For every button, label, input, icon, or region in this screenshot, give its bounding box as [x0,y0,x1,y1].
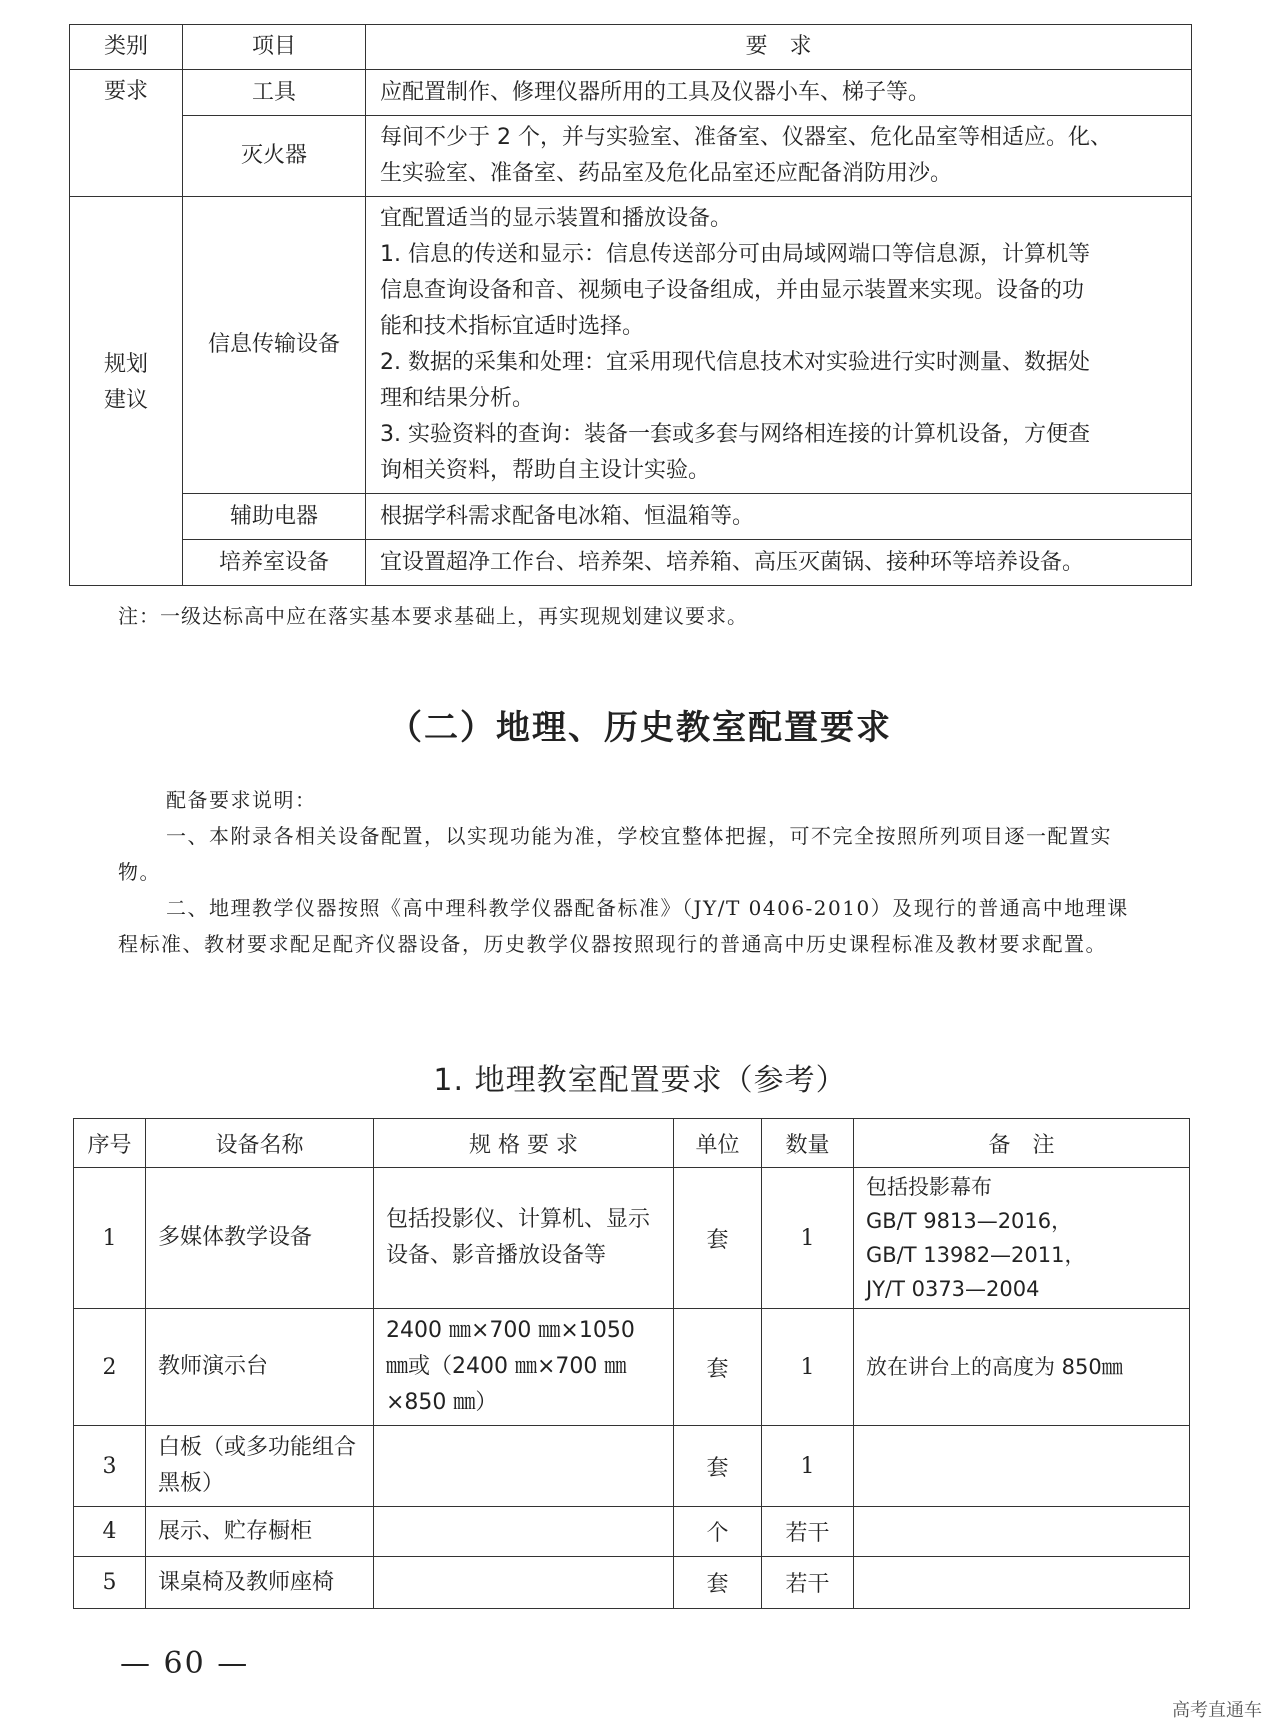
remark [854,1426,1190,1507]
table-note: 注：一级达标高中应在落实基本要求基础上，再实现规划建议要求。 [118,604,748,628]
requirement-cell [366,494,1192,540]
remark [854,1168,1190,1309]
specification: 包括投影仪、计算机、显示设备、影音播放设备等 [374,1168,674,1309]
quantity: 1 [762,1309,854,1426]
requirement-line: 2. 数据的采集和处理：宜采用现代信息技术对实验进行实时测量、数据处 [380,350,1090,375]
requirement-description [118,782,1148,962]
requirement-cell [366,70,1192,116]
item-cell: 辅助电器 [183,494,366,540]
requirement-line: 宜配置适当的显示装置和播放设备。 [380,206,733,231]
requirement-line: 理和结果分析。 [380,386,535,411]
requirement-cell [366,116,1192,197]
header-specification: 规 格 要 求 [374,1119,674,1168]
header-item: 项目 [183,25,366,70]
table-row [70,197,1192,494]
table-row [70,116,1192,197]
item-cell: 培养室设备 [183,540,366,586]
header-device-name: 设备名称 [146,1119,374,1168]
header-number: 序号 [74,1119,146,1168]
unit: 套 [674,1168,762,1309]
header-category: 类别 [70,25,183,70]
row-number: 2 [74,1309,146,1426]
requirement-line: 能和技术指标宜适时选择。 [380,314,645,339]
requirement-line: 询相关资料，帮助自主设计实验。 [380,458,711,483]
requirement-line: 生实验室、准备室、药品室及危化品室还应配备消防用沙。 [380,161,953,186]
row-number: 5 [74,1557,146,1609]
table-row [70,540,1192,586]
table-row [70,70,1192,116]
remark-line: 放在讲台上的高度为 850㎜ [866,1355,1123,1379]
table-title: 1. 地理教室配置要求（参考） [433,1063,847,1098]
remark [854,1557,1190,1609]
requirement-line: 应配置制作、修理仪器所用的工具及仪器小车、梯子等。 [380,79,931,105]
requirement-line: 根据学科需求配备电冰箱、恒温箱等。 [380,503,755,529]
specification [374,1557,674,1609]
row-number: 4 [74,1507,146,1557]
requirement-line: 宜设置超净工作台、培养架、培养箱、高压灭菌锅、接种环等培养设备。 [380,549,1085,575]
header-requirement: 要 求 [366,25,1192,70]
unit: 套 [674,1426,762,1507]
remark [854,1507,1190,1557]
remark-line: 包括投影幕布 [866,1175,992,1199]
requirement-line: 1. 信息的传送和显示：信息传送部分可由局域网端口等信息源，计算机等 [380,242,1090,267]
requirement-line: 3. 实验资料的查询：装备一套或多套与网络相连接的计算机设备，方便查 [380,422,1090,447]
equipment-requirements-table [69,24,1192,586]
unit: 套 [674,1309,762,1426]
device-name: 白板（或多功能组合黑板） [146,1426,374,1507]
header-remark: 备 注 [854,1119,1190,1168]
header-quantity: 数量 [762,1119,854,1168]
requirement-cell [366,197,1192,494]
header-unit: 单位 [674,1119,762,1168]
requirement-cell [366,540,1192,586]
item-cell: 工具 [183,70,366,116]
table-row [74,1309,1190,1426]
specification: 2400 ㎜×700 ㎜×1050 ㎜或（2400 ㎜×700 ㎜×850 ㎜） [374,1309,674,1426]
table-header-row [70,25,1192,70]
quantity: 若干 [762,1507,854,1557]
table-row [74,1507,1190,1557]
device-name: 教师演示台 [146,1309,374,1426]
unit: 个 [674,1507,762,1557]
remark-line: GB/T 9813—2016， [866,1209,1073,1233]
table-header-row [74,1119,1190,1168]
watermark: 高考直通车 [1172,1700,1262,1721]
device-name: 多媒体教学设备 [146,1168,374,1309]
device-name: 课桌椅及教师座椅 [146,1557,374,1609]
item-cell: 信息传输设备 [183,197,366,494]
row-number: 1 [74,1168,146,1309]
quantity: 1 [762,1426,854,1507]
paragraph: 二、地理教学仪器按照《高中理科教学仪器配备标准》（JY/T 0406-2010）及现行的普通高中地理课程标准、教材要求配足配齐仪器设备，历史教学仪器按照现行的普通高中历史课程标准及教材要求配置。 [118,896,1129,956]
specification [374,1507,674,1557]
paragraph: 一、本附录各相关设备配置，以实现功能为准，学校宜整体把握，可不完全按照所列项目逐一配置实物。 [118,824,1112,884]
remark [854,1309,1190,1426]
specification [374,1426,674,1507]
unit: 套 [674,1557,762,1609]
page-number: — 60 — [120,1646,250,1681]
category-cell: 要求 [70,70,183,197]
section-title: （二）地理、历史教室配置要求 [388,708,892,748]
category-cell: 规划 建议 [70,197,183,586]
remark-line: GB/T 13982—2011， [866,1243,1086,1267]
requirement-line: 每间不少于 2 个，并与实验室、准备室、仪器室、危化品室等相适应。化、 [380,125,1112,150]
quantity: 若干 [762,1557,854,1609]
requirement-line: 信息查询设备和音、视频电子设备组成，并由显示装置来实现。设备的功 [380,278,1085,303]
table-row [74,1426,1190,1507]
table-row [74,1557,1190,1609]
item-cell: 灭火器 [183,116,366,197]
table-row [70,494,1192,540]
device-name: 展示、贮存橱柜 [146,1507,374,1557]
paragraph: 配备要求说明： [166,788,317,812]
quantity: 1 [762,1168,854,1309]
row-number: 3 [74,1426,146,1507]
geography-classroom-table [73,1118,1190,1609]
table-row [74,1168,1190,1309]
remark-line: JY/T 0373—2004 [866,1277,1040,1301]
